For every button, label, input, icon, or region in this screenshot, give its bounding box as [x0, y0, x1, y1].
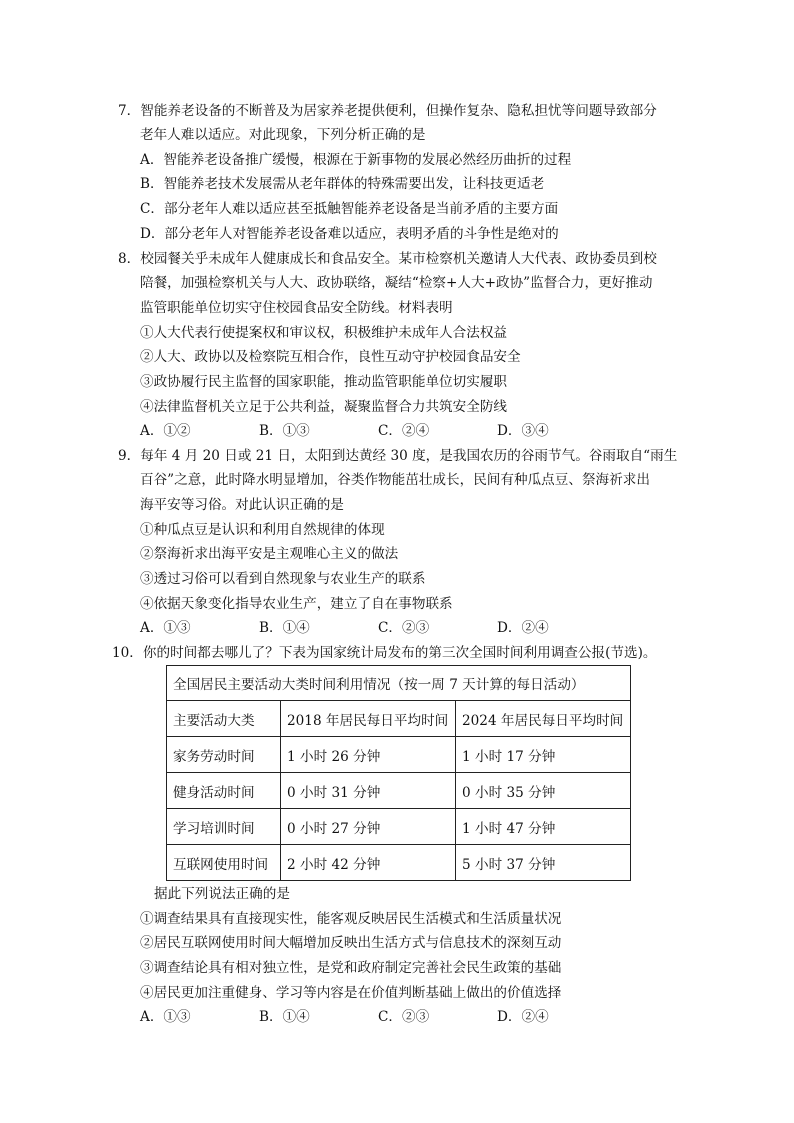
- q7-option-d: D．部分老年人对智能养老设备难以适应，表明矛盾的斗争性是绝对的: [140, 226, 559, 242]
- q9-statement-3: ③透过习俗可以看到自然现象与农业生产的联系: [140, 571, 426, 587]
- q9-statement-2: ②祭海祈求出海平安是主观唯心主义的做法: [140, 546, 399, 562]
- table-cell-activity: 家务劳动时间: [167, 737, 281, 773]
- q8-choices: [140, 421, 616, 441]
- q8-statement-4: ④法律监督机关立足于公共利益，凝聚监督合力共筑安全防线: [140, 399, 508, 415]
- q8-choice-c: C．②④: [378, 423, 430, 439]
- q9-choices: [140, 618, 616, 638]
- q10-statement-3: ③调查结论具有相对独立性，是党和政府制定完善社会民生政策的基础: [140, 960, 562, 976]
- q10-choice-a: A．①③: [140, 1009, 191, 1025]
- q9-choice-a: A．①③: [140, 620, 191, 636]
- q10-choice-b: B．①④: [259, 1009, 310, 1025]
- q10-choice-d: D．②④: [497, 1009, 549, 1025]
- table-cell-activity: 健身活动时间: [167, 773, 281, 809]
- q7-stem-line-1: 7．智能养老设备的不断普及为居家养老提供便利，但操作复杂、隐私担忧等问题导致部分: [118, 103, 657, 119]
- table-row: [167, 773, 631, 809]
- q8-choice-a: A．①②: [140, 423, 191, 439]
- q7-stem-line-2: 老年人难以适应。对此现象，下列分析正确的是: [140, 127, 426, 143]
- table-cell-activity: 互联网使用时间: [167, 845, 281, 881]
- table-cell-2024: 5 小时 37 分钟: [456, 845, 631, 881]
- q9-choice-b: B．①④: [259, 620, 310, 636]
- q7-option-b: B．智能养老技术发展需从老年群体的特殊需要出发，让科技更适老: [140, 176, 545, 192]
- table-row: [167, 845, 631, 881]
- q9-stem-line-1: 9．每年 4 月 20 日或 21 日，太阳到达黄经 30 度，是我国农历的谷雨节气。谷雨取自“雨生: [118, 448, 678, 464]
- table-header-2024: 2024 年居民每日平均时间: [456, 701, 631, 737]
- q10-statement-4: ④居民更加注重健身、学习等内容是在价值判断基础上做出的价值选择: [140, 985, 562, 1001]
- q8-stem-line-3: 监管职能单位切实守住校园食品安全防线。材料表明: [140, 300, 453, 316]
- table-cell-activity: 学习培训时间: [167, 809, 281, 845]
- q8-statement-1: ①人大代表行使提案权和审议权，积极维护未成年人合法权益: [140, 325, 508, 341]
- q9-statement-1: ①种瓜点豆是认识和利用自然规律的体现: [140, 522, 385, 538]
- q7-option-c: C．部分老年人难以适应甚至抵触智能养老设备是当前矛盾的主要方面: [140, 201, 559, 217]
- time-use-table: [166, 665, 631, 881]
- q10-choices: [140, 1007, 616, 1027]
- q8-choice-d: D．③④: [497, 423, 549, 439]
- q9-stem-line-2: 百谷”之意，此时降水明显增加，谷类作物能茁壮成长，民间有种瓜点豆、祭海祈求出: [140, 472, 650, 488]
- table-cell-2024: 0 小时 35 分钟: [456, 773, 631, 809]
- q8-statement-3: ③政协履行民主监督的国家职能，推动监管职能单位切实履职: [140, 374, 508, 390]
- table-header-2018: 2018 年居民每日平均时间: [281, 701, 456, 737]
- q9-choice-d: D．②④: [497, 620, 549, 636]
- table-cell-2018: 0 小时 27 分钟: [281, 809, 456, 845]
- table-cell-2018: 0 小时 31 分钟: [281, 773, 456, 809]
- q10-statement-1: ①调查结果具有直接现实性，能客观反映居民生活模式和生活质量状况: [140, 911, 562, 927]
- table-cell-2018: 1 小时 26 分钟: [281, 737, 456, 773]
- q8-statement-2: ②人大、政协以及检察院互相合作，良性互动守护校园食品安全: [140, 349, 521, 365]
- q9-statement-4: ④依据天象变化指导农业生产，建立了自在事物联系: [140, 596, 453, 612]
- q10-choice-c: C．②③: [378, 1009, 430, 1025]
- table-header-activity: 主要活动大类: [167, 701, 281, 737]
- table-cell-2024: 1 小时 47 分钟: [456, 809, 631, 845]
- q10-stem-line-1: 10．你的时间都去哪儿了？下表为国家统计局发布的第三次全国时间利用调查公报(节选)。: [112, 645, 657, 661]
- q9-choice-c: C．②③: [378, 620, 430, 636]
- table-row: [167, 809, 631, 845]
- q7-option-a: A．智能养老设备推广缓慢，根源在于新事物的发展必然经历曲折的过程: [140, 152, 572, 168]
- table-caption: 全国居民主要活动大类时间利用情况（按一周 7 天计算的每日活动）: [167, 666, 631, 701]
- table-header-row: [167, 701, 631, 737]
- table-row: [167, 737, 631, 773]
- q9-stem-line-3: 海平安等习俗。对此认识正确的是: [140, 497, 344, 513]
- q8-choice-b: B．①③: [259, 423, 310, 439]
- q10-prompt: 据此下列说法正确的是: [154, 886, 290, 902]
- q8-stem-line-2: 陪餐，加强检察机关与人大、政协联络，凝结“检察+人大+政协”监督合力，更好推动: [140, 275, 653, 291]
- q8-stem-line-1: 8．校园餐关乎未成年人健康成长和食品安全。某市检察机关邀请人大代表、政协委员到校: [118, 251, 657, 267]
- table-cell-2018: 2 小时 42 分钟: [281, 845, 456, 881]
- q10-statement-2: ②居民互联网使用时间大幅增加反映出生活方式与信息技术的深刻互动: [140, 935, 562, 951]
- table-cell-2024: 1 小时 17 分钟: [456, 737, 631, 773]
- table-caption-row: [167, 666, 631, 701]
